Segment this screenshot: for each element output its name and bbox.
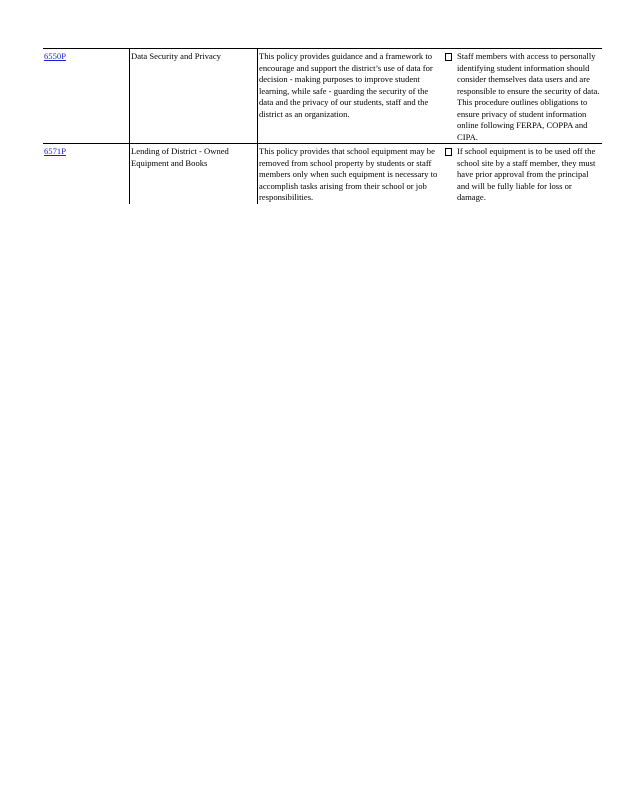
policy-code-cell [43,144,130,204]
policy-description-cell: This policy provides guidance and a framework to encourage and support the district’s use of data for decision - making purposes to improve student learning, while safe - guarding the security of the data and the privacy of our students, staff and the district as an organization. [258,49,445,144]
policy-title-cell: Data Security and Privacy [130,49,258,144]
requirement-text: If school equipment is to be used off the school site by a staff member, they must have prior approval from the principal and will be fully liable for loss or damage. [457,146,596,202]
policy-table [43,48,602,204]
requirement-text: Staff members with access to personally identifying student information should consider themselves data users and are responsible to ensure the security of data. This procedure outlines obligations to ensure privacy of student information online following FERPA, COPPA and CIPA. [457,51,600,142]
policy-code-cell [43,49,130,144]
policy-requirement-cell [444,49,602,144]
policy-code-link[interactable]: 6550P [44,51,66,61]
requirement-bullet-item [445,51,601,143]
square-bullet-icon [445,53,452,61]
table-row [43,144,602,204]
policy-title-cell: Lending of District - Owned Equipment and Books [130,144,258,204]
policy-description-cell: This policy provides that school equipment may be removed from school property by students or staff members only when such equipment is necessary to accomplish tasks arising from their school or job responsibilities. [259,146,438,202]
policy-requirement-cell [444,144,602,204]
policy-code-link[interactable]: 6571P [44,146,66,156]
square-bullet-icon [445,148,452,156]
table-row [43,49,602,144]
requirement-bullet-item [445,146,601,204]
